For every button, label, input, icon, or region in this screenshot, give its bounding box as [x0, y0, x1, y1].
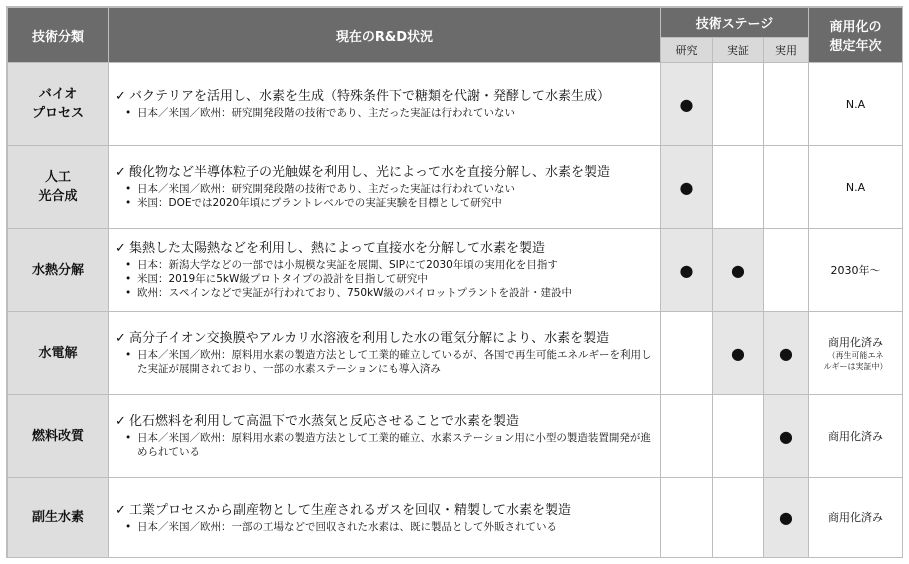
category-line1: 水電解 [38, 345, 78, 361]
bullet-list [115, 258, 654, 300]
stage-practical-cell [764, 229, 809, 312]
row-description [109, 395, 661, 478]
main-statement [115, 88, 654, 106]
bullet-list [115, 520, 654, 534]
bullet-list [115, 106, 654, 120]
list-item: • 日本／米国／欧州：研究開発段階の技術であり、主だった実証は行われていない [137, 106, 654, 120]
row-description [109, 229, 661, 312]
main-statement [115, 413, 654, 431]
main-text: 集熱した太陽熱などを利用し、熱によって直接水を分解して水素を製造 [129, 241, 546, 256]
stage-research-dot: ● [661, 146, 713, 229]
check-icon: ✓ [115, 414, 126, 429]
row-category [8, 312, 109, 395]
stage-demo-cell [713, 395, 764, 478]
header-stage-practical: 実用 [764, 38, 809, 63]
list-item: • 日本：新潟大学などの一部では小規模な実証を展開、SIPにて2030年頃の実用化を目指す [137, 258, 654, 272]
row-description [109, 312, 661, 395]
stage-practical-cell [764, 146, 809, 229]
row-category [8, 229, 109, 312]
commercial-year: 2030年～ [809, 229, 903, 312]
main-text: 工業プロセスから副産物として生産されるガスを回収・精製して水素を製造 [129, 502, 572, 518]
main-statement [115, 502, 654, 520]
table-row [8, 146, 903, 229]
main-text: 化石燃料を利用して高温下で水蒸気と反応させることで水素を製造 [129, 414, 520, 429]
category-line1: 副生水素 [31, 510, 84, 525]
check-icon: ✓ [115, 331, 126, 346]
row-description [109, 63, 661, 146]
category-line2: 光合成 [38, 189, 78, 204]
row-description [109, 478, 661, 558]
header-commercial-line2: 想定年次 [829, 39, 882, 54]
commercial-year: N.A [809, 146, 903, 229]
table-row [8, 478, 903, 558]
row-category [8, 395, 109, 478]
commercial-year: 商用化済み [809, 478, 903, 558]
stage-demo-dot: ● [713, 312, 764, 395]
main-statement [115, 240, 654, 258]
header-category: 技術分類 [8, 8, 109, 63]
stage-practical-dot: ● [764, 395, 809, 478]
table-row [8, 395, 903, 478]
stage-demo-cell [713, 146, 764, 229]
commercial-year: N.A [809, 63, 903, 146]
category-line1: 水熱分解 [31, 262, 84, 278]
header-stage-research: 研究 [661, 38, 713, 63]
stage-practical-dot: ● [764, 312, 809, 395]
category-line1: バイオ [38, 87, 78, 102]
check-icon: ✓ [115, 89, 126, 104]
main-text: 酸化物など半導体粒子の光触媒を利用し、光によって水を直接分解し、水素を製造 [129, 165, 611, 180]
table-row [8, 312, 903, 395]
row-category [8, 146, 109, 229]
list-item: • 日本／米国／欧州：原料用水素の製造方法として工業的確立しているが、各国で再生可能エネルギーを利用した実証が展開されており、一部の水素ステーションにも導入済み [137, 348, 654, 376]
bullet-list [115, 182, 654, 210]
main-statement [115, 330, 654, 348]
commercial-note-line2: ルギーは実証中） [823, 361, 888, 371]
main-statement [115, 164, 654, 182]
stage-demo-dot: ● [713, 229, 764, 312]
row-category [8, 63, 109, 146]
commercial-year: 商用化済み [809, 395, 903, 478]
list-item: • 米国：2019年に5kW級プロトタイプの設計を目指して研究中 [137, 272, 654, 286]
stage-practical-dot: ● [764, 478, 809, 558]
stage-research-dot: ● [661, 229, 713, 312]
header-status: 現在のR&D状況 [109, 8, 661, 63]
commercial-note-line1: （再生可能エネ [827, 350, 884, 360]
stage-research-cell [661, 312, 713, 395]
row-category [8, 478, 109, 558]
header-stage: 技術ステージ [661, 8, 809, 38]
rd-status-table [7, 7, 903, 558]
header-commercial-year [809, 8, 903, 63]
list-item: • 欧州：スペインなどで実証が行われており、750kW級のパイロットプラントを設計・建設中 [137, 286, 654, 300]
stage-demo-cell [713, 63, 764, 146]
table-row [8, 229, 903, 312]
check-icon: ✓ [115, 502, 126, 518]
check-icon: ✓ [115, 241, 126, 256]
category-line1: 燃料改質 [31, 428, 84, 444]
check-icon: ✓ [115, 165, 126, 180]
bullet-list [115, 431, 654, 459]
bullet-list [115, 348, 654, 376]
row-description [109, 146, 661, 229]
list-item: • 日本／米国／欧州：原料用水素の製造方法として工業的確立、水素ステーション用に小型の製造装置開発が進められている [137, 431, 654, 459]
main-text: バクテリアを活用し、水素を生成（特殊条件下で糖類を代謝・発酵して水素生成） [129, 89, 611, 104]
list-item: • 日本／米国／欧州：一部の工場などで回収された水素は、既に製品として外販されている [137, 520, 654, 534]
category-line1: 人工 [44, 170, 71, 185]
stage-demo-cell [713, 478, 764, 558]
stage-research-dot: ● [661, 63, 713, 146]
header-commercial-line1: 商用化の [829, 20, 882, 35]
category-line2: プロセス [31, 106, 84, 121]
commercial-year-text: 商用化済み [828, 335, 884, 349]
list-item: • 日本／米国／欧州：研究開発段階の技術であり、主だった実証は行われていない [137, 182, 654, 196]
header-stage-demo: 実証 [713, 38, 764, 63]
list-item: • 米国：DOEでは2020年頃にプラントレベルでの実証実験を目標として研究中 [137, 196, 654, 210]
stage-research-cell [661, 478, 713, 558]
rd-status-table-frame [6, 6, 903, 558]
stage-practical-cell [764, 63, 809, 146]
table-row [8, 63, 903, 146]
main-text: 高分子イオン交換膜やアルカリ水溶液を利用した水の電気分解により、水素を製造 [129, 331, 610, 346]
stage-research-cell [661, 395, 713, 478]
commercial-year [809, 312, 903, 395]
